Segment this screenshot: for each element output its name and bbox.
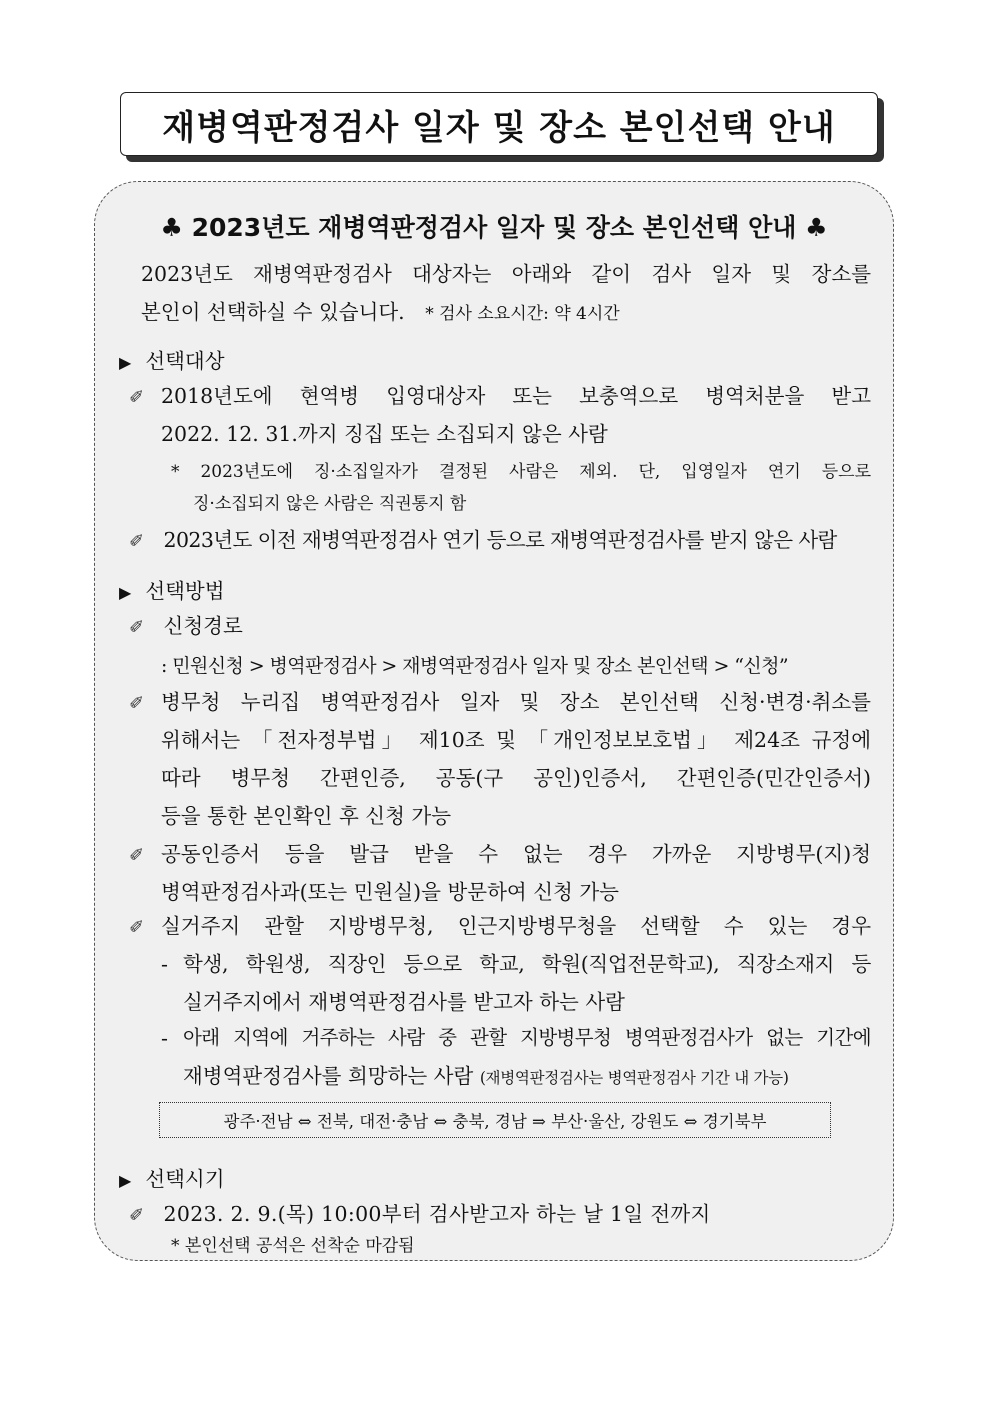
- triangle-bullet-icon: ▶: [119, 1171, 132, 1190]
- period-item-text: 2023. 2. 9.(목) 10:00부터 검사받고자 하는 날 1일 전까지: [163, 1202, 711, 1226]
- intro-line-1: 2023년도 재병역판정검사 대상자는 아래와 같이 검사 일자 및 장소를: [141, 262, 871, 286]
- residence-dash-1: [161, 950, 871, 978]
- method-auth-item: [129, 688, 871, 718]
- residence-dash-2: [161, 1024, 871, 1052]
- pencil-icon: ✐: [129, 917, 145, 938]
- pencil-icon: ✐: [129, 845, 145, 866]
- method-auth-line-2: 위해서는 「전자정부법」 제10조 및 「개인정보보호법」 제24조 규정에: [161, 728, 871, 752]
- method-cert-item: [129, 840, 871, 870]
- target-item-1-line-2: 2022. 12. 31.까지 징집 또는 소집되지 않은 사람: [161, 422, 608, 446]
- target-item-1: [129, 382, 871, 412]
- method-route-item: [129, 612, 243, 642]
- target-item-2: [129, 526, 837, 556]
- method-auth-line-1: 병무청 누리집 병역판정검사 일자 및 장소 본인선택 신청·변경·취소를: [161, 690, 871, 714]
- document-title: 재병역판정검사 일자 및 장소 본인선택 안내: [162, 107, 836, 148]
- residence-dash-2-text: 재병역판정검사를 희망하는 사람: [183, 1064, 474, 1088]
- region-pairs-box: [159, 1102, 831, 1138]
- dash-bullet: -: [161, 952, 168, 976]
- dash-bullet: -: [161, 1026, 168, 1050]
- method-route-path: : 민원신청 > 병역판정검사 > 재병역판정검사 일자 및 장소 본인선택 > “신청”: [161, 655, 788, 677]
- triangle-bullet-icon: ▶: [119, 353, 132, 372]
- method-cert-line-1: 공동인증서 등을 발급 받을 수 없는 경우 가까운 지방병무(지)청: [161, 842, 871, 866]
- target-item-2-text: 2023년도 이전 재병역판정검사 연기 등으로 재병역판정검사를 받지 않은 사람: [163, 528, 837, 552]
- intro-duration-note: * 검사 소요시간: 약 4시간: [425, 304, 620, 324]
- triangle-bullet-icon: ▶: [119, 583, 132, 602]
- method-route-title: 신청경로: [163, 614, 243, 638]
- method-auth-line-3: 따라 병무청 간편인증, 공동(구 공인)인증서, 간편인증(민간인증서): [161, 766, 871, 790]
- pencil-icon: ✐: [129, 617, 145, 638]
- pencil-icon: ✐: [129, 1205, 145, 1226]
- residence-dash-2-note: (재병역판정검사는 병역판정검사 기간 내 가능): [479, 1069, 789, 1087]
- section-period-heading: [119, 1162, 225, 1192]
- notice-panel: [94, 181, 894, 1261]
- section-target-heading: [119, 344, 225, 374]
- target-item-1-line-1: 2018년도에 현역병 입영대상자 또는 보충역으로 병역처분을 받고: [161, 384, 871, 408]
- residence-dash-1-line-1: 학생, 학원생, 직장인 등으로 학교, 학원(직업전문학교), 직장소재지 등: [183, 952, 871, 976]
- region-pairs-text: 광주·전남 ⇔ 전북, 대전·충남 ⇔ 충북, 경남 ⇒ 부산·울산, 강원도 ⇔ 경기북부: [223, 1112, 767, 1131]
- period-item: [129, 1200, 711, 1230]
- section-period-title: 선택시기: [145, 1167, 225, 1191]
- method-residence-item: [129, 912, 871, 942]
- section-method-heading: [119, 574, 225, 604]
- residence-dash-1-line-2: 실거주지에서 재병역판정검사를 받고자 하는 사람: [183, 990, 625, 1014]
- pencil-icon: ✐: [129, 387, 145, 408]
- pencil-icon: ✐: [129, 693, 145, 714]
- residence-dash-2-line-1: 아래 지역에 거주하는 사람 중 관할 지방병무청 병역판정검사가 없는 기간에: [183, 1026, 871, 1049]
- method-auth-line-4: 등을 통한 본인확인 후 신청 가능: [161, 804, 452, 828]
- target-note-line-2: 징·소집되지 않은 사람은 직권통지 함: [193, 494, 467, 514]
- document-title-box: [120, 92, 878, 156]
- intro-line-2: [141, 298, 620, 326]
- pencil-icon: ✐: [129, 531, 145, 552]
- target-note-line-1: * 2023년도에 징·소집일자가 결정된 사람은 제외. 단, 입영일자 연기 등으로: [171, 462, 871, 482]
- section-method-title: 선택방법: [145, 579, 225, 603]
- method-residence-title: 실거주지 관할 지방병무청, 인근지방병무청을 선택할 수 있는 경우: [161, 914, 871, 938]
- method-cert-line-2: 병역판정검사과(또는 민원실)을 방문하여 신청 가능: [161, 880, 619, 904]
- period-note: * 본인선택 공석은 선착순 마감됨: [171, 1236, 415, 1256]
- residence-dash-2-line-2: [183, 1062, 789, 1092]
- section-target-title: 선택대상: [145, 349, 225, 373]
- intro-line-2-text: 본인이 선택하실 수 있습니다.: [141, 300, 405, 324]
- notice-heading: ♣ 2023년도 재병역판정검사 일자 및 장소 본인선택 안내 ♣: [160, 213, 828, 242]
